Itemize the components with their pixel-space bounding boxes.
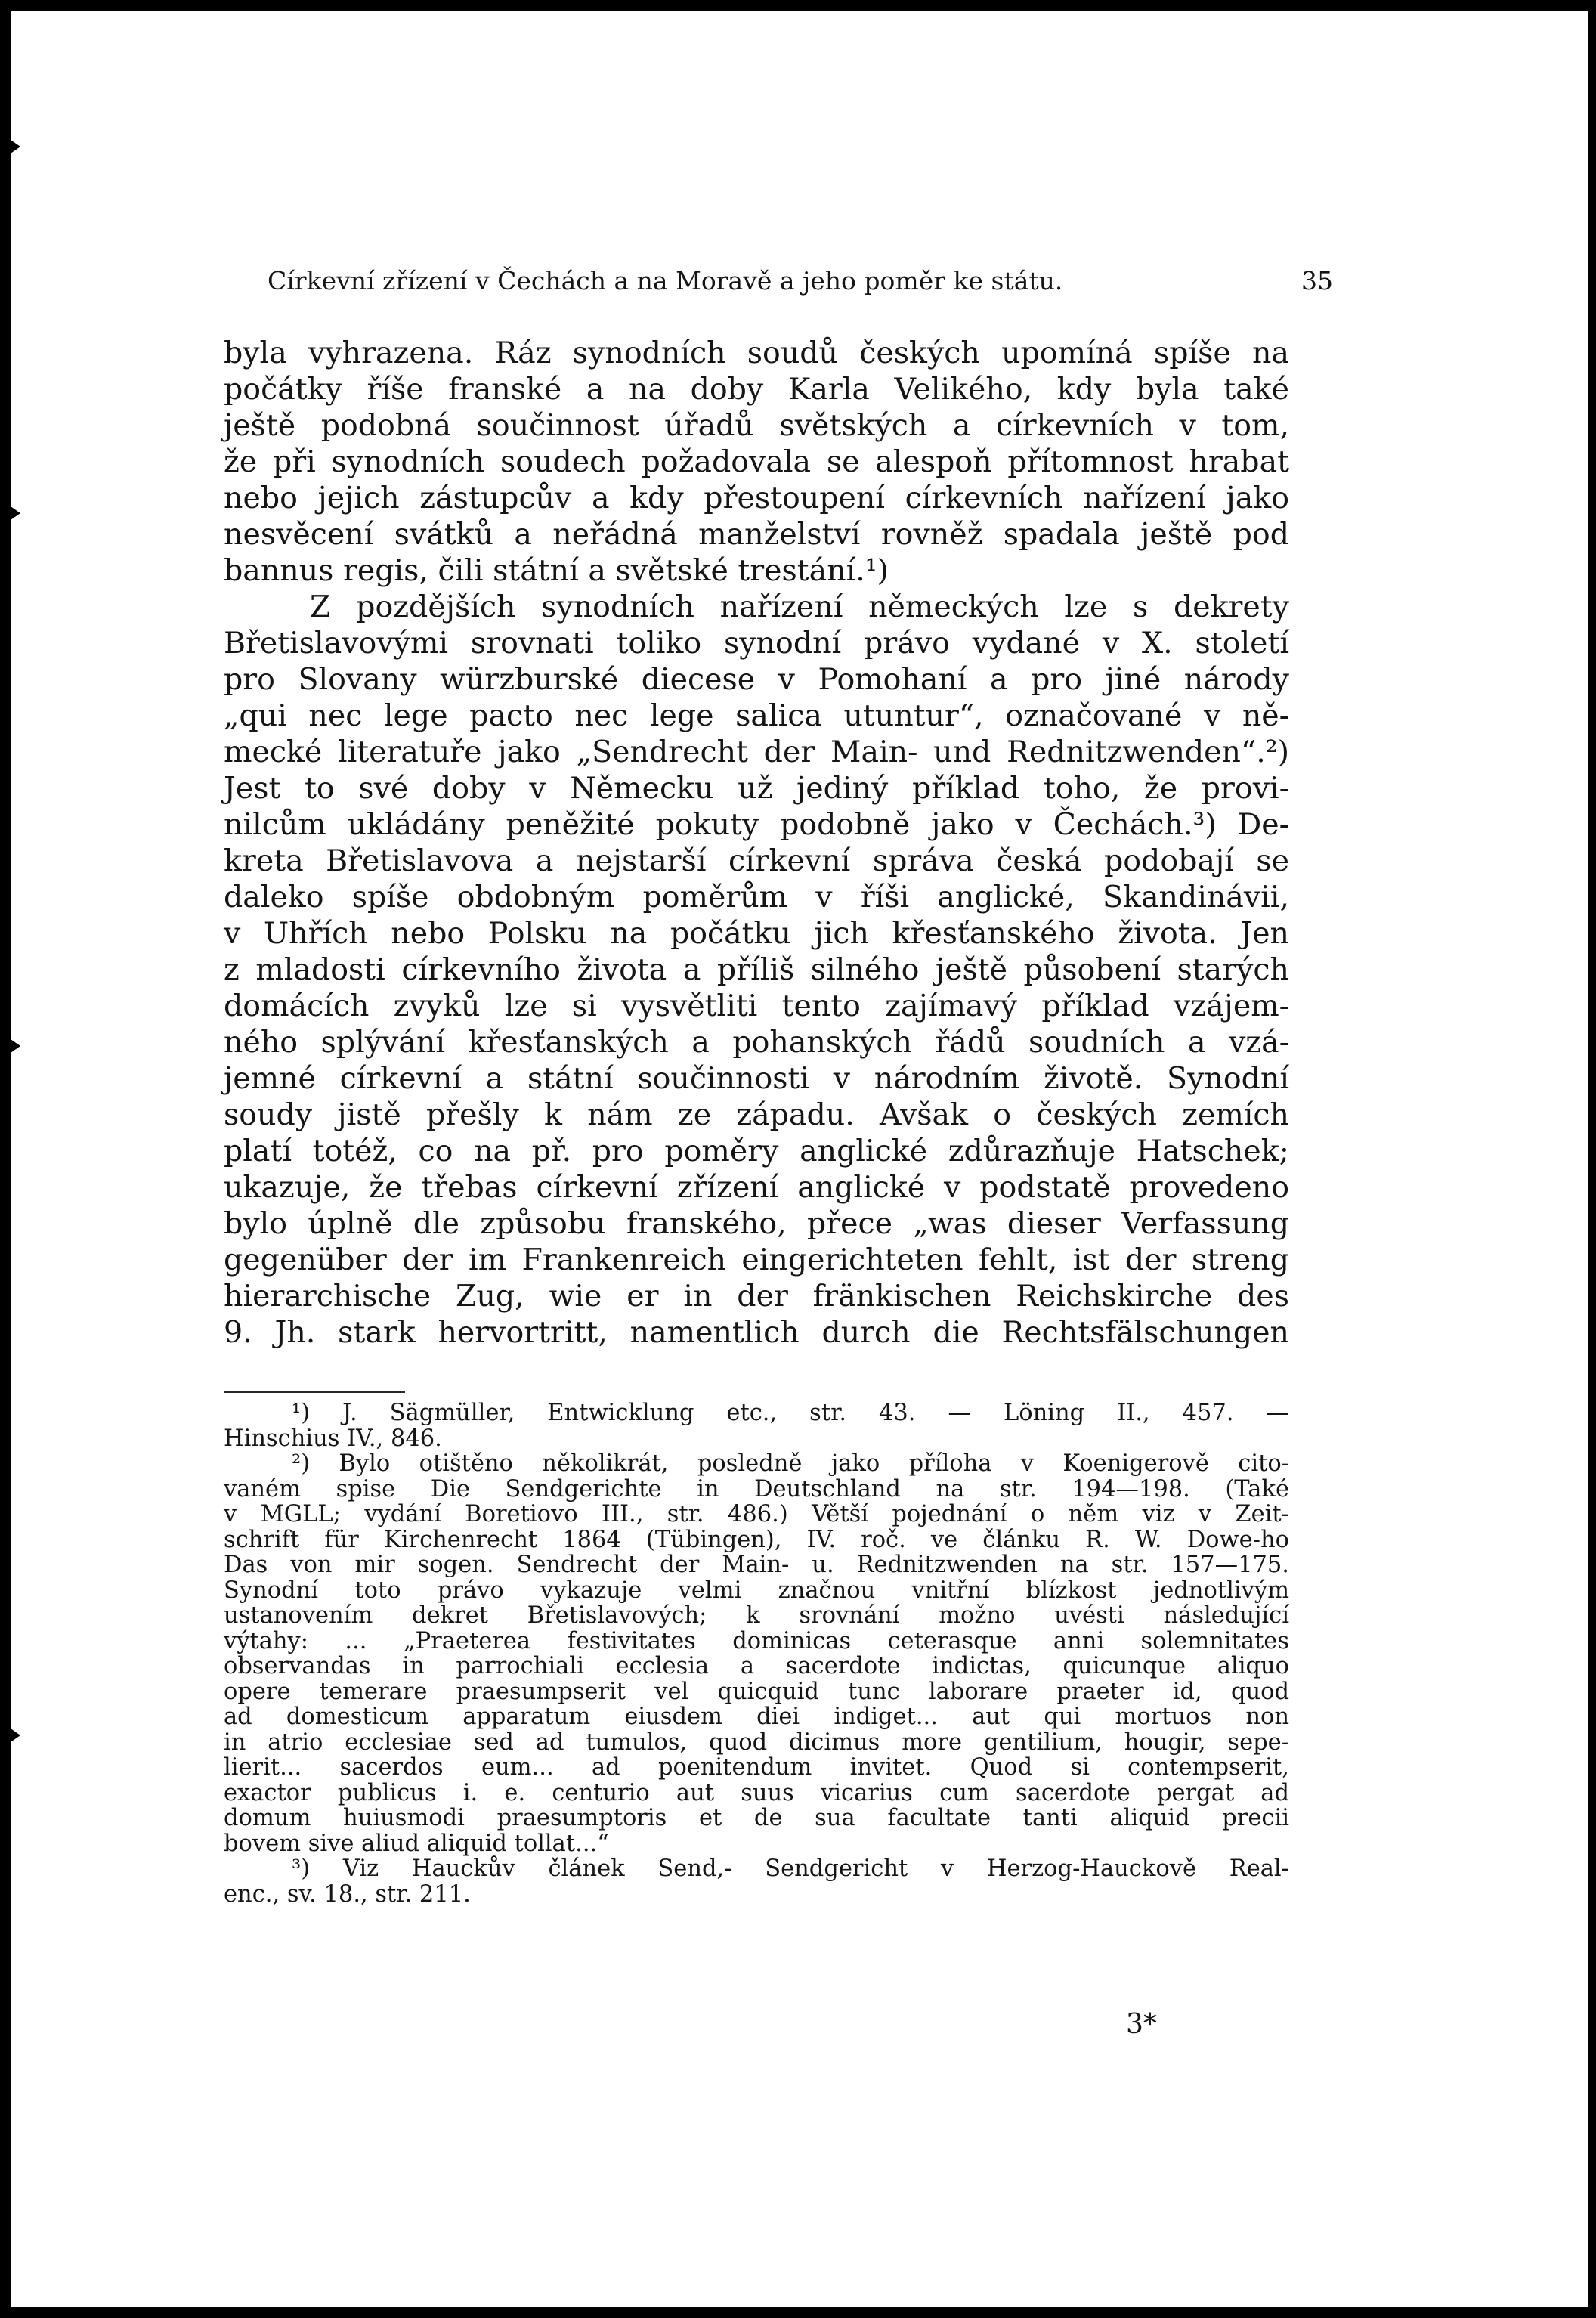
footnote-line: opere temerare praesumpserit vel quicquid tunc laborare praeter id, quod — [224, 1678, 1289, 1705]
body-line: „qui nec lege pacto nec lege salica utuntur“, označované v ně- — [224, 698, 1289, 733]
body-line: soudy jistě přešly k nám ze západu. Avšak o českých zemích — [224, 1097, 1289, 1132]
body-line: počátky říše franské a na doby Karla Velikého, kdy byla také — [224, 372, 1289, 407]
running-title: Církevní zřízení v Čechách a na Moravě a jeho poměr ke státu. — [268, 266, 1063, 296]
body-line: že při synodních soudech požadovala se alespoň přítomnost hrabat — [224, 444, 1289, 479]
footnote-line: in atrio ecclesiae sed ad tumulos, quod dicimus more gentilium, hougir, sepe- — [224, 1728, 1289, 1756]
body-line: nebo jejich zástupcův a kdy přestoupení církevních nařízení jako — [224, 481, 1289, 515]
body-line: ukazuje, že třebas církevní zřízení anglické v podstatě provedeno — [224, 1170, 1289, 1205]
footnote-line: ustanovením dekret Břetislavových; k srovnání možno uvésti následující — [224, 1602, 1289, 1629]
body-line: jemné církevní a státní součinnosti v národním životě. Synodní — [224, 1061, 1289, 1096]
footnote-line: bovem sive aliud aliquid tollat...“ — [224, 1830, 609, 1857]
footnote-line: výtahy: ... „Praeterea festivitates dominicas ceterasque anni solemnitates — [224, 1627, 1289, 1654]
body-line: ného splývání křesťanských a pohanských řádů soudních a vzá- — [224, 1025, 1289, 1060]
footnote-divider — [224, 1391, 405, 1393]
body-line: 9. Jh. stark hervortritt, namentlich durch die Rechtsfälschungen — [224, 1315, 1289, 1350]
footnote-line: v MGLL; vydání Boretiovo III., str. 486.) Větší pojednání o něm viz v Zeit- — [224, 1501, 1289, 1527]
body-line: gegenüber der im Frankenreich eingerichteten fehlt, ist der streng — [224, 1243, 1289, 1277]
body-line: Jest to své doby v Německu už jediný příklad toho, že provi- — [224, 771, 1289, 806]
body-line: ještě podobná součinnost úřadů světských a církevních v tom, — [224, 408, 1289, 443]
footnote-line: ³) Viz Hauckův článek Send,- Sendgericht v Herzog-Hauckově Real- — [292, 1855, 1289, 1882]
body-line: platí totéž, co na př. pro poměry anglické zdůrazňuje Hatschek; — [224, 1134, 1289, 1168]
body-line: kreta Břetislavova a nejstarší církevní správa česká podobají se — [224, 843, 1289, 878]
body-line: bylo úplně dle způsobu franského, přece „was dieser Verfassung — [224, 1206, 1289, 1241]
body-line: z mladosti církevního života a příliš silného ještě působení starých — [224, 952, 1289, 987]
body-line: Z pozdějších synodních nařízení německých lze s dekrety — [310, 590, 1289, 624]
margin-tick-mark — [11, 1728, 20, 1742]
footnote-line: ²) Bylo otištěno několikrát, posledně jako příloha v Koenigerově cito- — [292, 1450, 1289, 1477]
body-text — [224, 335, 1289, 1351]
body-line: bannus regis, čili státní a světské trestání.¹) — [224, 553, 889, 588]
footnote-line: exactor publicus i. e. centurio aut suus vicarius cum sacerdote pergat ad — [224, 1779, 1289, 1806]
body-line: nilcům ukládány peněžité pokuty podobně jako v Čechách.³) De- — [224, 807, 1289, 842]
margin-tick-mark — [11, 140, 20, 153]
footnote-line: vaném spise Die Sendgerichte in Deutschland na str. 194—198. (Také — [224, 1475, 1289, 1503]
body-line: Břetislavovými srovnati toliko synodní právo vydané v X. století — [224, 626, 1289, 661]
footnote-line: enc., sv. 18., str. 211. — [224, 1880, 471, 1908]
margin-tick-mark — [11, 506, 20, 520]
body-line: v Uhřích nebo Polsku na počátku jich křesťanského života. Jen — [224, 916, 1289, 951]
body-line: hierarchische Zug, wie er in der fränkischen Reichskirche des — [224, 1279, 1289, 1314]
footnote-line: Synodní toto právo vykazuje velmi značnou vnitřní blízkost jednotlivým — [224, 1577, 1289, 1604]
scanned-page — [11, 11, 1588, 2307]
body-line: domácích zvyků lze si vysvětliti tento zajímavý příklad vzájem- — [224, 989, 1289, 1023]
page-number: 35 — [1301, 266, 1333, 296]
body-line: pro Slovany würzburské diecese v Pomohaní a pro jiné národy — [224, 662, 1289, 697]
margin-tick-mark — [11, 1039, 20, 1053]
footnote-line: ad domesticum apparatum eiusdem diei indiget... aut qui mortuos non — [224, 1704, 1289, 1730]
body-line: byla vyhrazena. Ráz synodních soudů českých upomíná spíše na — [224, 336, 1289, 370]
footnote-line: schrift für Kirchenrecht 1864 (Tübingen), IV. roč. ve článku R. W. Dowe-ho — [224, 1526, 1289, 1553]
footnote-line: lierit... sacerdos eum... ad poenitendum invitet. Quod si contempserit, — [224, 1754, 1289, 1781]
body-line: daleko spíše obdobným poměrům v říši anglické, Skandinávii, — [224, 880, 1289, 915]
footnotes — [224, 1400, 1289, 1907]
running-header — [268, 261, 1333, 302]
footnote-line: Das von mir sogen. Sendrecht der Main- u. Rednitzwenden na str. 157—175. — [224, 1552, 1289, 1578]
footnote-line: Hinschius IV., 846. — [224, 1425, 442, 1452]
body-line: mecké literatuře jako „Sendrecht der Main- und Rednitzwenden“.²) — [224, 735, 1289, 769]
body-line: nesvěcení svátků a neřádná manželství rovněž spadala ještě pod — [224, 517, 1289, 552]
signature-mark: 3* — [1126, 2009, 1157, 2040]
footnote-line: domum huiusmodi praesumptoris et de sua facultate tanti aliquid precii — [224, 1805, 1289, 1831]
footnote-line: observandas in parrochiali ecclesia a sacerdote indictas, quicunque aliquo — [224, 1653, 1289, 1679]
footnote-line: ¹) J. Sägmüller, Entwicklung etc., str. 43. — Löning II., 457. — — [292, 1400, 1289, 1426]
